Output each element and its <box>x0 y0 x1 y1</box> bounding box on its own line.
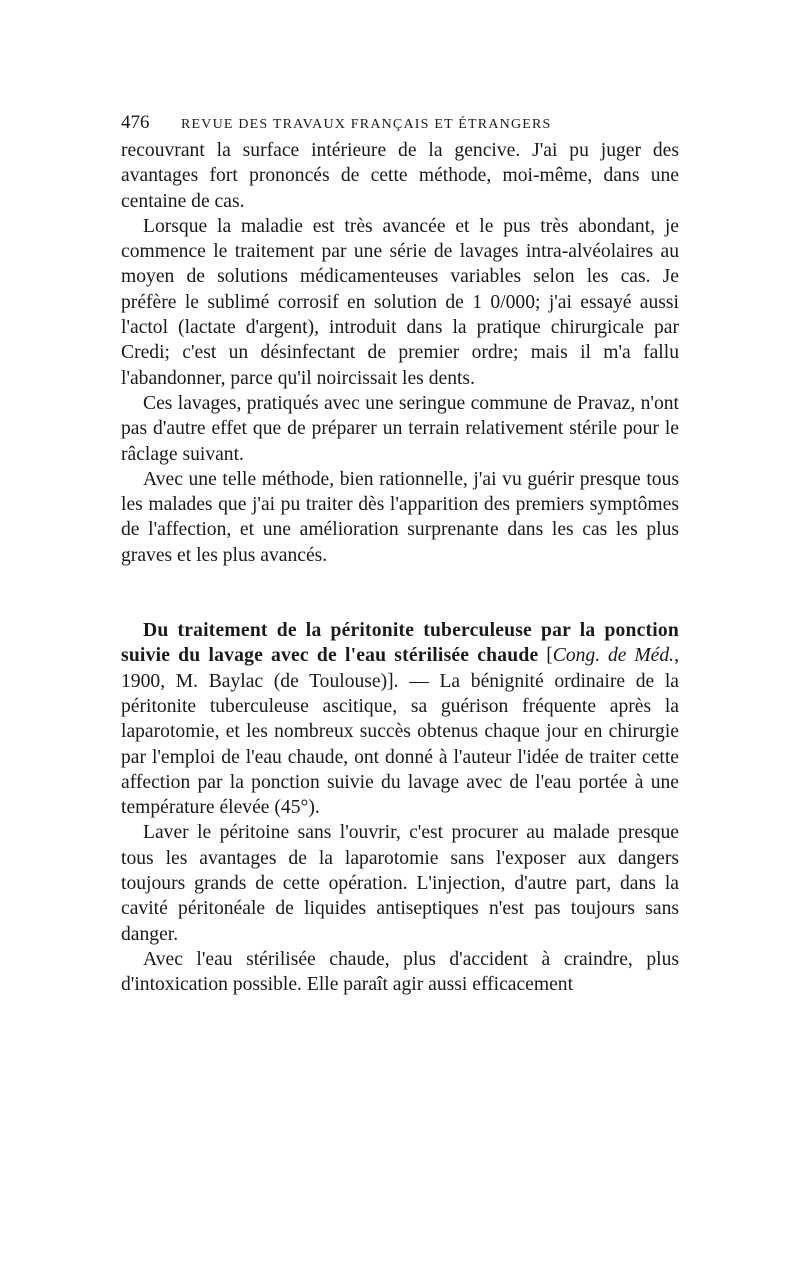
reference-open: [ <box>538 645 553 667</box>
article-paragraph <box>121 618 679 820</box>
reference-details: , 1900, M. Baylac (de Toulouse)]. — <box>121 645 679 692</box>
paragraph-treatment: Lorsque la maladie est très avancée et le pus très abondant, je commence le traitement par une série de lavages intra-alvéolaires au moyen de solutions médicamenteuses variables selon les cas. Je préfère le sublimé corrosif en solution de 1 0/000; j'ai essayé aussi l'actol (lactate d'argent), introduit dans la pratique chirurgicale par Credi; c'est un désinfectant de premier ordre; mais il m'a fallu l'abandonner, parce qu'il noircissait les dents. <box>121 215 679 389</box>
section-gap <box>121 568 679 618</box>
paragraph-laver: Laver le péritoine sans l'ouvrir, c'est procurer au malade presque tous les avantages de la laparotomie sans l'exposer aux dangers toujours grands de cette opération. L'injection, d'autre part, dans la cavité péritonéale de liquides antiseptiques n'est pas toujours sans danger. <box>121 822 679 945</box>
paragraph-lavages: Ces lavages, pratiqués avec une seringue commune de Pravaz, n'ont pas d'autre effet que de préparer un terrain relativement stérile pour le râclage suivant. <box>121 392 679 465</box>
journal-title: REVUE DES TRAVAUX FRANÇAIS ET ÉTRANGERS <box>181 117 552 132</box>
paragraph-results: Avec une telle méthode, bien rationnelle, j'ai vu guérir presque tous les malades que j'ai pu traiter dès l'apparition des premiers symptômes de l'affection, et une amélioration surprenante dans les cas les plus graves et les plus avancés. <box>121 468 679 566</box>
paragraph-continued: recouvrant la surface intérieure de la gencive. J'ai pu juger des avantages fort prononcés de cette méthode, moi-même, dans une centaine de cas. <box>121 140 679 212</box>
running-head <box>121 112 679 138</box>
page-number: 476 <box>121 112 150 133</box>
article-title: Du traitement de la péritonite tuberculeuse par la ponction suivie du lavage avec de l'eau stérilisée chaude <box>121 620 679 667</box>
article-text: La bénignité ordinaire de la péritonite tuberculeuse ascitique, sa guérison fréquente après la laparotomie, et les nombreux succès obtenus chaque jour en chirurgie par l'emploi de l'eau chaude, ont donné à l'auteur l'idée de traiter cette affection par la ponction suivie du lavage avec de l'eau portée à une température élevée (45°). <box>121 670 679 819</box>
body-text <box>121 138 679 998</box>
reference-source: Cong. de Méd. <box>552 645 675 667</box>
page <box>121 112 679 998</box>
paragraph-eau-sterilisee: Avec l'eau stérilisée chaude, plus d'accident à craindre, plus d'intoxication possible. Elle paraît agir aussi efficacement <box>121 948 679 996</box>
